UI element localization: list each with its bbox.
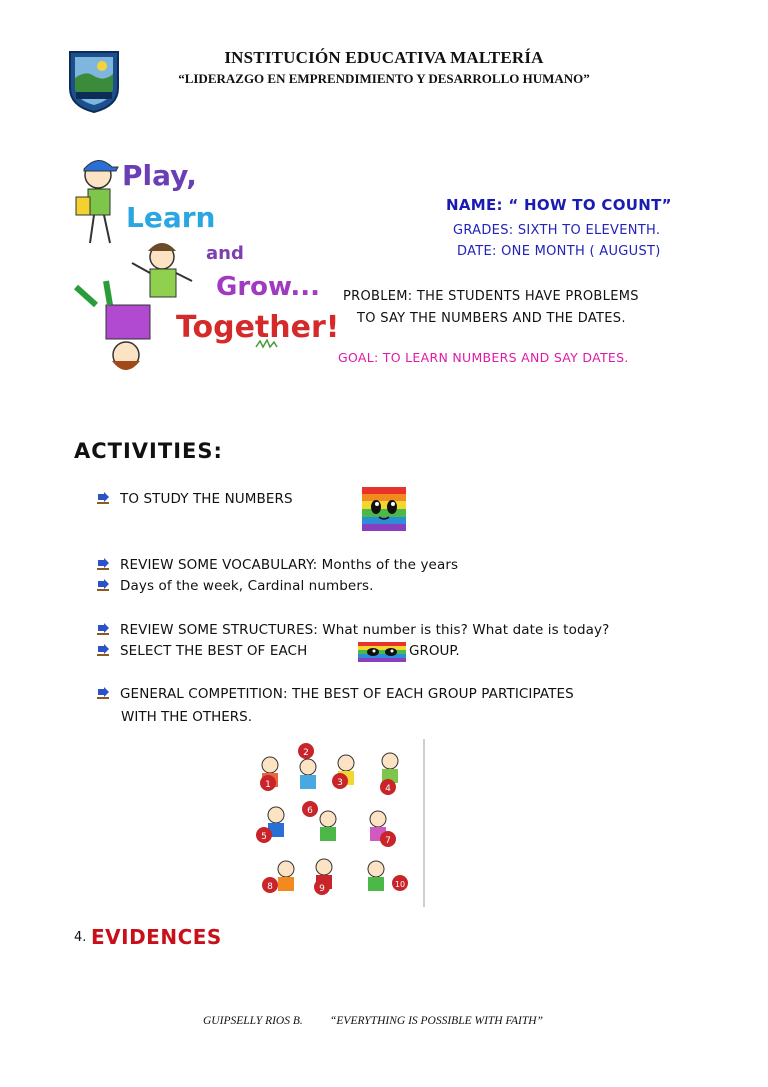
svg-text:2: 2: [303, 748, 309, 758]
activity-item: Days of the week, Cardinal numbers.: [96, 578, 374, 594]
activity-item: REVIEW SOME STRUCTURES: What number is this? What date is today?: [96, 622, 609, 638]
svg-text:4: 4: [385, 784, 391, 794]
numbered-kids-illustration: [250, 735, 436, 913]
lesson-date: DATE: ONE MONTH ( AUGUST): [457, 244, 661, 259]
select-group-suffix: GROUP.: [409, 643, 460, 659]
svg-text:6: 6: [307, 806, 313, 816]
activity-item: TO STUDY THE NUMBERS: [96, 491, 293, 507]
arrow-bullet-icon: [96, 492, 110, 506]
svg-text:3: 3: [337, 778, 343, 788]
arrow-bullet-icon: [96, 623, 110, 637]
competition-continuation: WITH THE OTHERS.: [121, 709, 253, 725]
hero-word-together: Together!: [176, 310, 336, 345]
play-learn-grow-illustration: [66, 155, 336, 390]
lesson-name: NAME: “ HOW TO COUNT”: [446, 196, 672, 214]
hero-word-learn: Learn: [126, 201, 216, 234]
footer-quote: “EVERYTHING IS POSSIBLE WITH FAITH”: [330, 1015, 543, 1027]
activities-heading: ACTIVITIES:: [74, 439, 223, 463]
arrow-bullet-icon: [96, 579, 110, 593]
arrow-bullet-icon: [96, 644, 110, 658]
arrow-bullet-icon: [96, 558, 110, 572]
hero-word-and: and: [206, 243, 244, 264]
school-motto: “LIDERAZGO EN EMPRENDIMIENTO Y DESARROLLO HUMANO”: [178, 71, 590, 86]
svg-text:9: 9: [319, 884, 325, 894]
activity-item: GENERAL COMPETITION: THE BEST OF EACH GROUP PARTICIPATES: [96, 686, 574, 702]
rainbow-eyes-icon: [358, 642, 406, 662]
svg-text:1: 1: [265, 780, 271, 790]
hero-word-grow: Grow...: [216, 272, 321, 302]
rainbow-face-icon: [362, 487, 406, 531]
lesson-problem-line-1: PROBLEM: THE STUDENTS HAVE PROBLEMS: [343, 289, 639, 304]
hero-word-play: Play,: [122, 159, 197, 192]
activity-item: REVIEW SOME VOCABULARY: Months of the years: [96, 557, 458, 573]
svg-text:10: 10: [394, 880, 406, 889]
svg-text:5: 5: [261, 832, 267, 842]
lesson-goal: GOAL: TO LEARN NUMBERS AND SAY DATES.: [338, 350, 629, 365]
evidences-number: 4.: [74, 930, 87, 945]
lesson-problem-line-2: TO SAY THE NUMBERS AND THE DATES.: [357, 311, 626, 326]
svg-text:8: 8: [267, 882, 273, 892]
arrow-bullet-icon: [96, 687, 110, 701]
svg-text:7: 7: [385, 836, 391, 846]
footer-author: GUIPSELLY RIOS B.: [203, 1015, 303, 1027]
school-name: INSTITUCIÓN EDUCATIVA MALTERÍA: [224, 48, 544, 67]
activity-item: SELECT THE BEST OF EACH: [96, 643, 307, 659]
evidences-heading: EVIDENCES: [91, 925, 222, 949]
lesson-grades: GRADES: SIXTH TO ELEVENTH.: [453, 223, 661, 238]
